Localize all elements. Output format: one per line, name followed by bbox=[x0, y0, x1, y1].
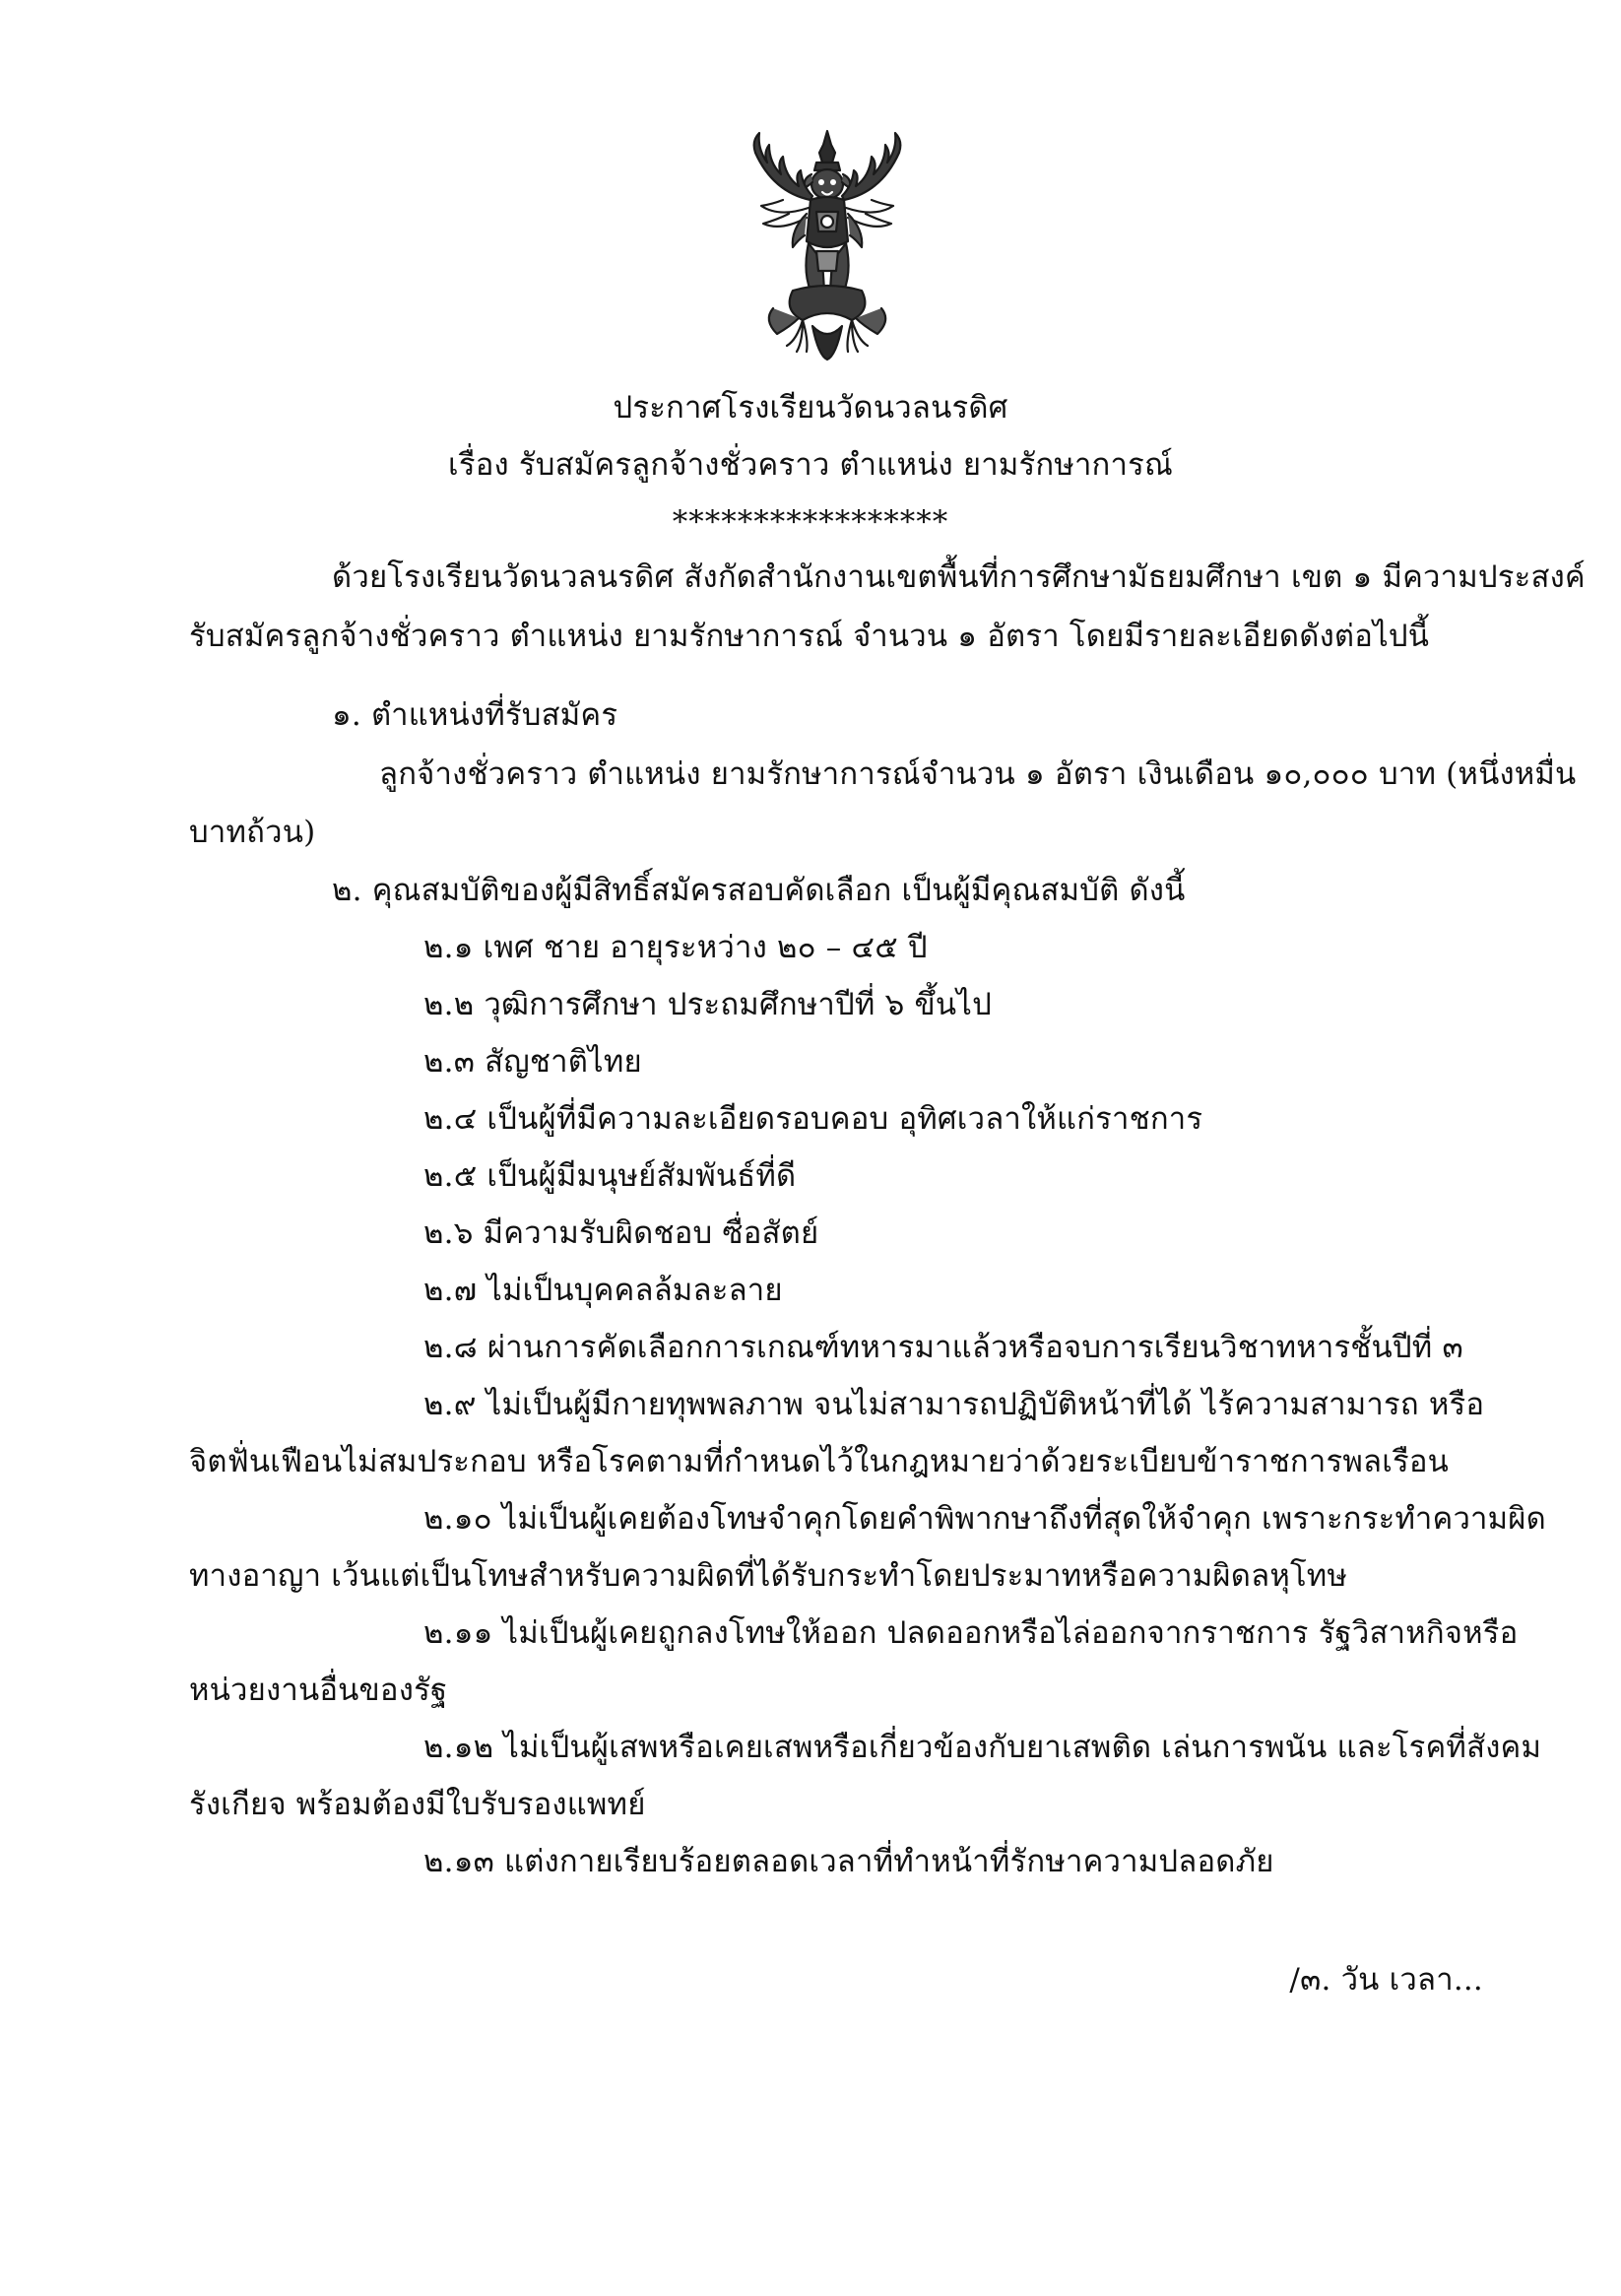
qualification-item: ๒.๖ มีความรับผิดชอบ ซื่อสัตย์ bbox=[423, 1215, 819, 1251]
intro-line-1: ด้วยโรงเรียนวัดนวลนรดิศ สังกัดสำนักงานเขตพื้นที่การศึกษามัธยมศึกษา เขต ๑ มีความประสงค์ bbox=[332, 559, 1586, 595]
announcement-subject: เรื่อง รับสมัครลูกจ้างชั่วคราว ตำแหน่ง ยามรักษาการณ์ bbox=[448, 447, 1173, 483]
qualification-item-11-line-2: หน่วยงานอื่นของรัฐ bbox=[189, 1673, 448, 1708]
qualification-item: ๒.๔ เป็นผู้ที่มีความละเอียดรอบคอบ อุทิศเวลาให้แก่ราชการ bbox=[423, 1101, 1203, 1137]
qualification-item: ๒.๑ เพศ ชาย อายุระหว่าง ๒๐ – ๔๕ ปี bbox=[423, 930, 928, 965]
qualification-item-13: ๒.๑๓ แต่งกายเรียบร้อยตลอดเวลาที่ทำหน้าที่รักษาความปลอดภัย bbox=[423, 1844, 1274, 1879]
qualification-item-9-line-1: ๒.๙ ไม่เป็นผู้มีกายทุพพลภาพ จนไม่สามารถปฏิบัติหน้าที่ได้ ไร้ความสามารถ หรือ bbox=[423, 1387, 1485, 1422]
qualification-item-9-line-2: จิตฟั่นเฟือนไม่สมประกอบ หรือโรคตามที่กำหนดไว้ในกฎหมายว่าด้วยระเบียบข้าราชการพลเรือน bbox=[189, 1444, 1450, 1479]
qualification-item-12-line-1: ๒.๑๒ ไม่เป็นผู้เสพหรือเคยเสพหรือเกี่ยวข้องกับยาเสพติด เล่นการพนัน และโรคที่สังคม bbox=[423, 1730, 1542, 1765]
section-1-heading: ๑. ตำแหน่งที่รับสมัคร bbox=[332, 697, 618, 733]
continuation-note: /๓. วัน เวลา... bbox=[1289, 1962, 1483, 1998]
section-2-heading: ๒. คุณสมบัติของผู้มีสิทธิ์สมัครสอบคัดเลือก เป็นผู้มีคุณสมบัติ ดังนี้ bbox=[332, 873, 1186, 908]
qualification-item-10-line-2: ทางอาญา เว้นแต่เป็นโทษสำหรับความผิดที่ได้รับกระทำโดยประมาทหรือความผิดลหุโทษ bbox=[189, 1558, 1348, 1594]
qualification-item: ๒.๒ วุฒิการศึกษา ประถมศึกษาปีที่ ๖ ขึ้นไป bbox=[423, 987, 992, 1022]
intro-line-2: รับสมัครลูกจ้างชั่วคราว ตำแหน่ง ยามรักษาการณ์ จำนวน ๑ อัตรา โดยมีรายละเอียดดังต่อไปนี้ bbox=[189, 619, 1430, 654]
garuda-emblem-icon bbox=[734, 123, 921, 369]
section-1-line-1: ลูกจ้างชั่วคราว ตำแหน่ง ยามรักษาการณ์จำนวน ๑ อัตรา เงินเดือน ๑๐,๐๐๐ บาท (หนึ่งหมื่น bbox=[379, 756, 1577, 792]
qualification-item-11-line-1: ๒.๑๑ ไม่เป็นผู้เคยถูกลงโทษให้ออก ปลดออกหรือไล่ออกจากราชการ รัฐวิสาหกิจหรือ bbox=[423, 1615, 1519, 1651]
qualification-item: ๒.๓ สัญชาติไทย bbox=[423, 1044, 642, 1080]
qualification-item: ๒.๘ ผ่านการคัดเลือกการเกณฑ์ทหารมาแล้วหรือจบการเรียนวิชาทหารชั้นปีที่ ๓ bbox=[423, 1330, 1463, 1365]
section-1-line-2: บาทถ้วน) bbox=[189, 815, 316, 850]
qualification-item-10-line-1: ๒.๑๐ ไม่เป็นผู้เคยต้องโทษจำคุกโดยคำพิพากษาถึงที่สุดให้จำคุก เพราะกระทำความผิด bbox=[423, 1501, 1546, 1537]
qualification-item-12-line-2: รังเกียจ พร้อมต้องมีใบรับรองแพทย์ bbox=[189, 1787, 646, 1822]
announcement-title: ประกาศโรงเรียนวัดนวลนรดิศ bbox=[613, 390, 1008, 426]
qualification-item: ๒.๗ ไม่เป็นบุคคลล้มละลาย bbox=[423, 1273, 783, 1308]
separator-line: ***************** bbox=[672, 504, 949, 540]
qualification-item: ๒.๕ เป็นผู้มีมนุษย์สัมพันธ์ที่ดี bbox=[423, 1158, 797, 1194]
